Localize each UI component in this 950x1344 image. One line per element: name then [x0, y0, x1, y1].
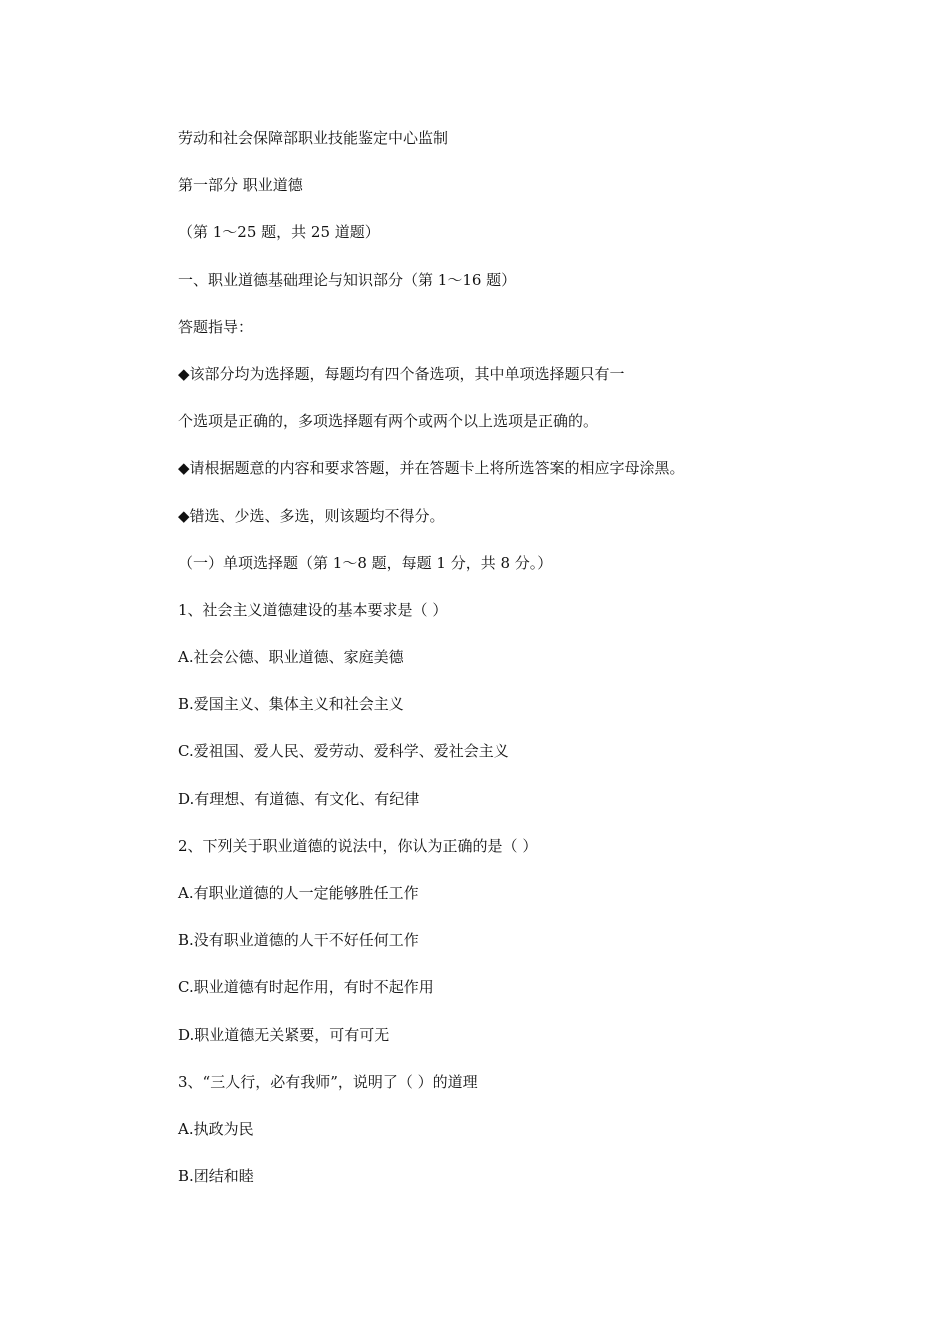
question-option: A.执政为民: [178, 1119, 254, 1138]
guide-item-1-continued: 个选项是正确的，多项选择题有两个或两个以上选项是正确的。: [178, 412, 599, 431]
question-stem: 3、“三人行，必有我师”，说明了（ ）的道理: [178, 1072, 478, 1091]
question-option: B.团结和睦: [178, 1167, 254, 1186]
guide-item-3: ◆错选、少选、多选，则该题均不得分。: [178, 506, 445, 525]
question-option: A.有职业道德的人一定能够胜任工作: [178, 884, 419, 902]
question-option: D.有理想、有道德、有文化、有纪律: [178, 789, 420, 808]
question-1: [178, 598, 878, 834]
part-title: 第一部分 职业道德: [178, 176, 303, 195]
question-option: B.没有职业道德的人干不好任何工作: [178, 931, 419, 950]
question-option: B.爱国主义、集体主义和社会主义: [178, 695, 404, 714]
part-range: （第 1～25 题，共 25 道题）: [178, 223, 380, 242]
section-title: 一、职业道德基础理论与知识部分（第 1～16 题）: [178, 270, 517, 289]
question-stem: 1、社会主义道德建设的基本要求是（ ）: [178, 600, 448, 619]
question-option: A.社会公德、职业道德、家庭美德: [178, 648, 404, 667]
document-header: 劳动和社会保障部职业技能鉴定中心监制: [178, 129, 449, 147]
question-option: C.职业道德有时起作用，有时不起作用: [178, 978, 434, 997]
question-stem: 2、下列关于职业道德的说法中，你认为正确的是（ ）: [178, 836, 538, 855]
subsection-title: （一）单项选择题（第 1～8 题，每题 1 分，共 8 分。）: [178, 553, 553, 572]
question-option: C.爱祖国、爱人民、爱劳动、爱科学、爱社会主义: [178, 742, 509, 761]
guide-title: 答题指导：: [178, 317, 254, 336]
question-3: [178, 1070, 878, 1212]
guide-item-2: ◆请根据题意的内容和要求答题，并在答题卡上将所选答案的相应字母涂黑。: [178, 459, 685, 478]
guide-item-1: ◆该部分均为选择题，每题均有四个备选项，其中单项选择题只有一: [178, 364, 625, 383]
question-option: D.职业道德无关紧要，可有可无: [178, 1025, 390, 1044]
question-2: [178, 834, 878, 1070]
document-body: [178, 126, 878, 1211]
